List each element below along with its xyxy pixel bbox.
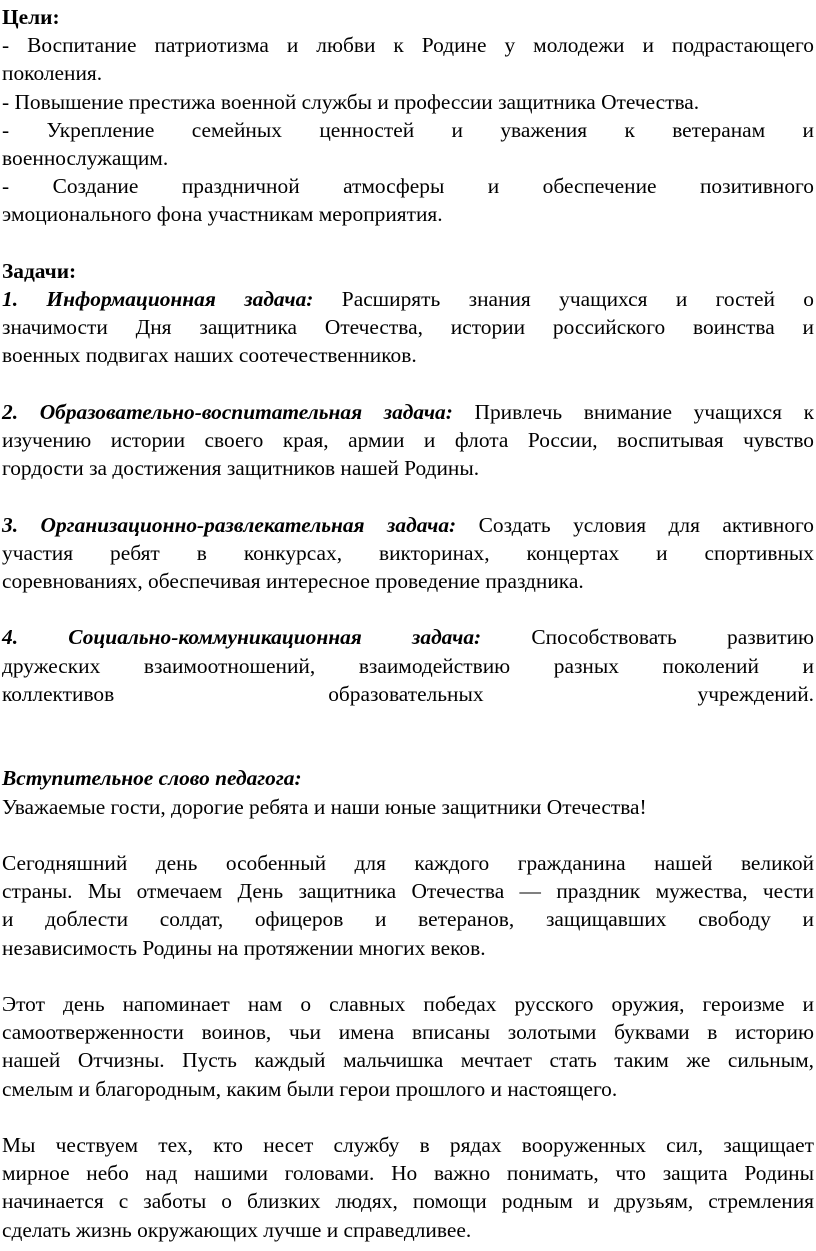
task-line [2, 398, 814, 426]
task-line [2, 623, 814, 651]
task-line: дружеских взаимоотношений, взаимодействию разных поколений и [2, 653, 814, 678]
goal-line: военнослужащим. [2, 146, 169, 171]
task-line [2, 511, 814, 539]
speech-heading: Вступительное слово педагога: [2, 766, 302, 791]
task-line: участия ребят в конкурсах, викторинах, концертах и спортивных [2, 540, 814, 565]
speech-line: сделать жизнь окружающих лучше и справедливее. [2, 1217, 472, 1242]
task-label: 1. Информационная задача: [2, 287, 314, 312]
goal-line: - Укрепление семейных ценностей и уважения к ветеранам и [2, 117, 814, 142]
goal-line: эмоционального фона участникам мероприятия. [2, 202, 443, 227]
goal-line: поколения. [2, 61, 103, 86]
speech-line: смелым и благородным, каким были герои прошлого и настоящего. [2, 1076, 618, 1101]
tasks-heading: Задачи: [2, 258, 77, 283]
task-label: 3. Организационно-развлекательная задача: [2, 512, 457, 537]
task-line: коллективов образовательных учреждений. [2, 681, 814, 706]
speech-line: и доблести солдат, офицеров и ветеранов, защищавших свободу и [2, 907, 814, 932]
task-line: значимости Дня защитника Отечества, истории российского воинства и [2, 315, 814, 340]
goal-line: - Воспитание патриотизма и любви к Родине у молодежи и подрастающего [2, 33, 814, 58]
task-line: военных подвигах наших соотечественников. [2, 343, 417, 368]
goals-heading: Цели: [2, 5, 60, 29]
task-line [2, 285, 814, 313]
speech-line: начинается с заботы о близких людях, помощи родным и друзьям, стремления [2, 1189, 814, 1214]
speech-greeting: Уважаемые гости, дорогие ребята и наши юные защитники Отечества! [2, 794, 647, 819]
task-line: изучению истории своего края, армии и флота России, воспитывая чувство [2, 428, 814, 453]
goal-line: - Повышение престижа военной службы и профессии защитника Отечества. [2, 89, 700, 114]
task-text: Способствовать развитию [481, 625, 814, 650]
speech-line: независимость Родины на протяжении многих веков. [2, 935, 486, 960]
task-text: Расширять знания учащихся и гостей о [313, 287, 815, 312]
speech-line: самоотверженности воинов, чьи имена вписаны золотыми буквами в историю [2, 1020, 814, 1045]
speech-line: Сегодняшний день особенный для каждого гражданина нашей великой [2, 851, 814, 875]
task-text: Привлечь внимание учащихся к [452, 399, 815, 424]
speech-line: мирное небо над нашими головами. Но важно понимать, что защита Родины [2, 1161, 814, 1186]
speech-line: страны. Мы отмечаем День защитника Отечества — праздник мужества, чести [2, 879, 814, 904]
speech-line: нашей Отчизны. Пусть каждый мальчишка мечтает стать таким же сильным, [2, 1048, 814, 1073]
speech-line: Этот день напоминает нам о славных победах русского оружия, героизме и [2, 992, 814, 1016]
task-label: 4. Социально-коммуникационная задача: [2, 625, 482, 650]
goal-line: - Создание праздничной атмосферы и обеспечение позитивного [2, 174, 814, 199]
task-line: соревнованиях, обеспечивая интересное проведение праздника. [2, 569, 584, 594]
task-line: гордости за достижения защитников нашей Родины. [2, 456, 480, 481]
speech-line: Мы чествуем тех, кто несет службу в рядах вооруженных сил, защищает [2, 1133, 814, 1157]
task-text: Создать условия для активного [456, 512, 814, 537]
task-label: 2. Образовательно-воспитательная задача: [2, 399, 453, 424]
